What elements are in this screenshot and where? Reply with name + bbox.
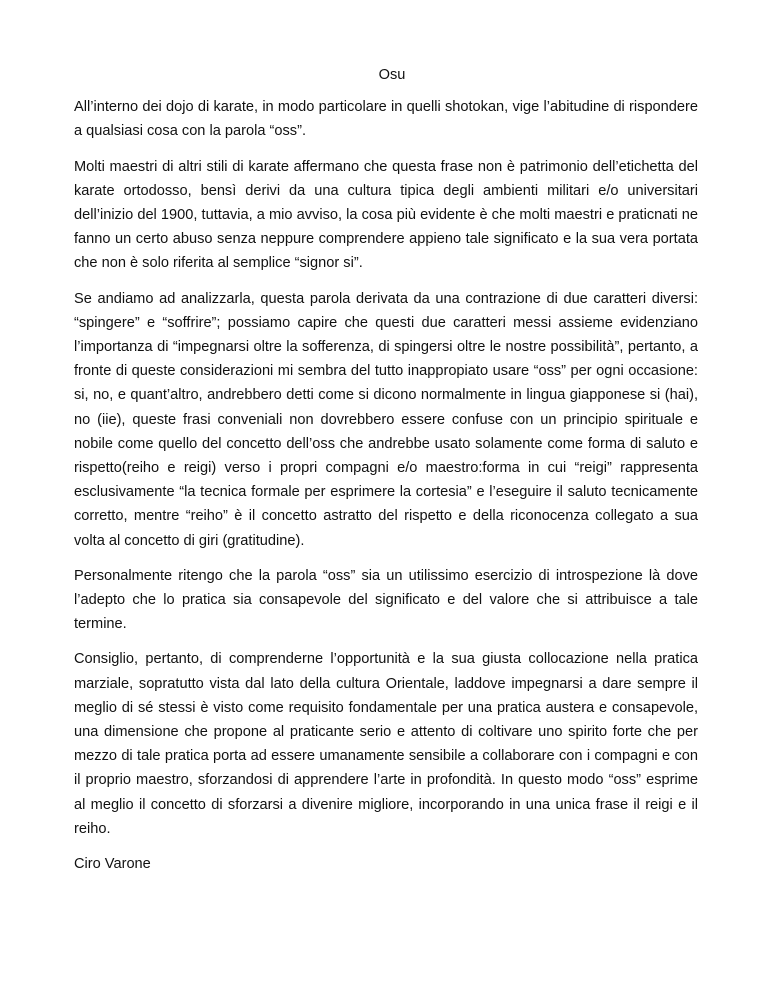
paragraph-origin: Molti maestri di altri stili di karate affermano che questa frase non è patrimonio dell’etichetta del karate ortodosso, bensì derivi da una cultura tipica degli ambienti militari e/o universitari dell’inizio del 1900, tuttavia, a mio avviso, la cosa più evidente è che molti maestri e praticnati ne fanno un certo abuso senza neppure comprendere appieno tale significato e la sua vera portata che non è solo riferita al semplice “signor si”. [74, 158, 698, 272]
document-title: Osu [378, 67, 406, 83]
paragraph-intro: All’interno dei dojo di karate, in modo particolare in quelli shotokan, vige l’abitudine di rispondere a qualsiasi cosa con la parola “oss”. [74, 99, 698, 140]
author-signature: Ciro Varone [74, 856, 151, 873]
paragraph-advice: Consiglio, pertanto, di comprenderne l’opportunità e la sua giusta collocazione nella pratica marziale, sopratutto vista dal lato della cultura Orientale, laddove impegnarsi a dare sempre il meglio di sé stessi è visto come requisito fondamentale per una pratica austera e consapevole, una dimensione che propone al praticante serio e attento di coltivare uno spirito forte che per mezzo di tale pratica porta ad essere umanamente sensibile a collaborare con i compagni e con il proprio maestro, sforzandosi di apprendere l’arte in profondità. In questo modo “oss” esprime al meglio il concetto di sforzarsi a divenire migliore, incorporando in una unica frase il reigi e il reiho. [74, 651, 698, 837]
paragraph-personal-view: Personalmente ritengo che la parola “oss” sia un utilissimo esercizio di introspezione là dove l’adepto che lo pratica sia consapevole del significato e del valore che si attribuisce a tale termine. [74, 567, 698, 633]
paragraph-analysis: Se andiamo ad analizzarla, questa parola derivata da una contrazione di due caratteri diversi: “spingere” e “soffrire”; possiamo capire che questi due caratteri messi assieme evidenziano l’importanza di “impegnarsi oltre la sofferenza, di spingersi oltre le nostre possibilità”, pertanto, a fronte di queste considerazioni mi sembra del tutto inappropiato usare “oss” per ogni occasione: si, no, e quant’altro, andrebbero detti come si dicono normalmente in lingua giapponese si (hai), no (iie), queste frasi conveniali non dovrebbero essere confuse con un principio spirituale e nobile come quello del concetto dell’oss che andrebbe usato solamente come forma di saluto e rispetto(reiho e reigi) verso i propri compagni e/o maestro:forma in cui “reigi” rappresenta esclusivamente “la tecnica formale per esprimere la cortesia” e l’eseguire il saluto tecnicamente corretto, mentre “reiho” è il concetto astratto del rispetto e della riconocenza collegato a sua volta al concetto di giri (gratitudine). [74, 290, 698, 549]
